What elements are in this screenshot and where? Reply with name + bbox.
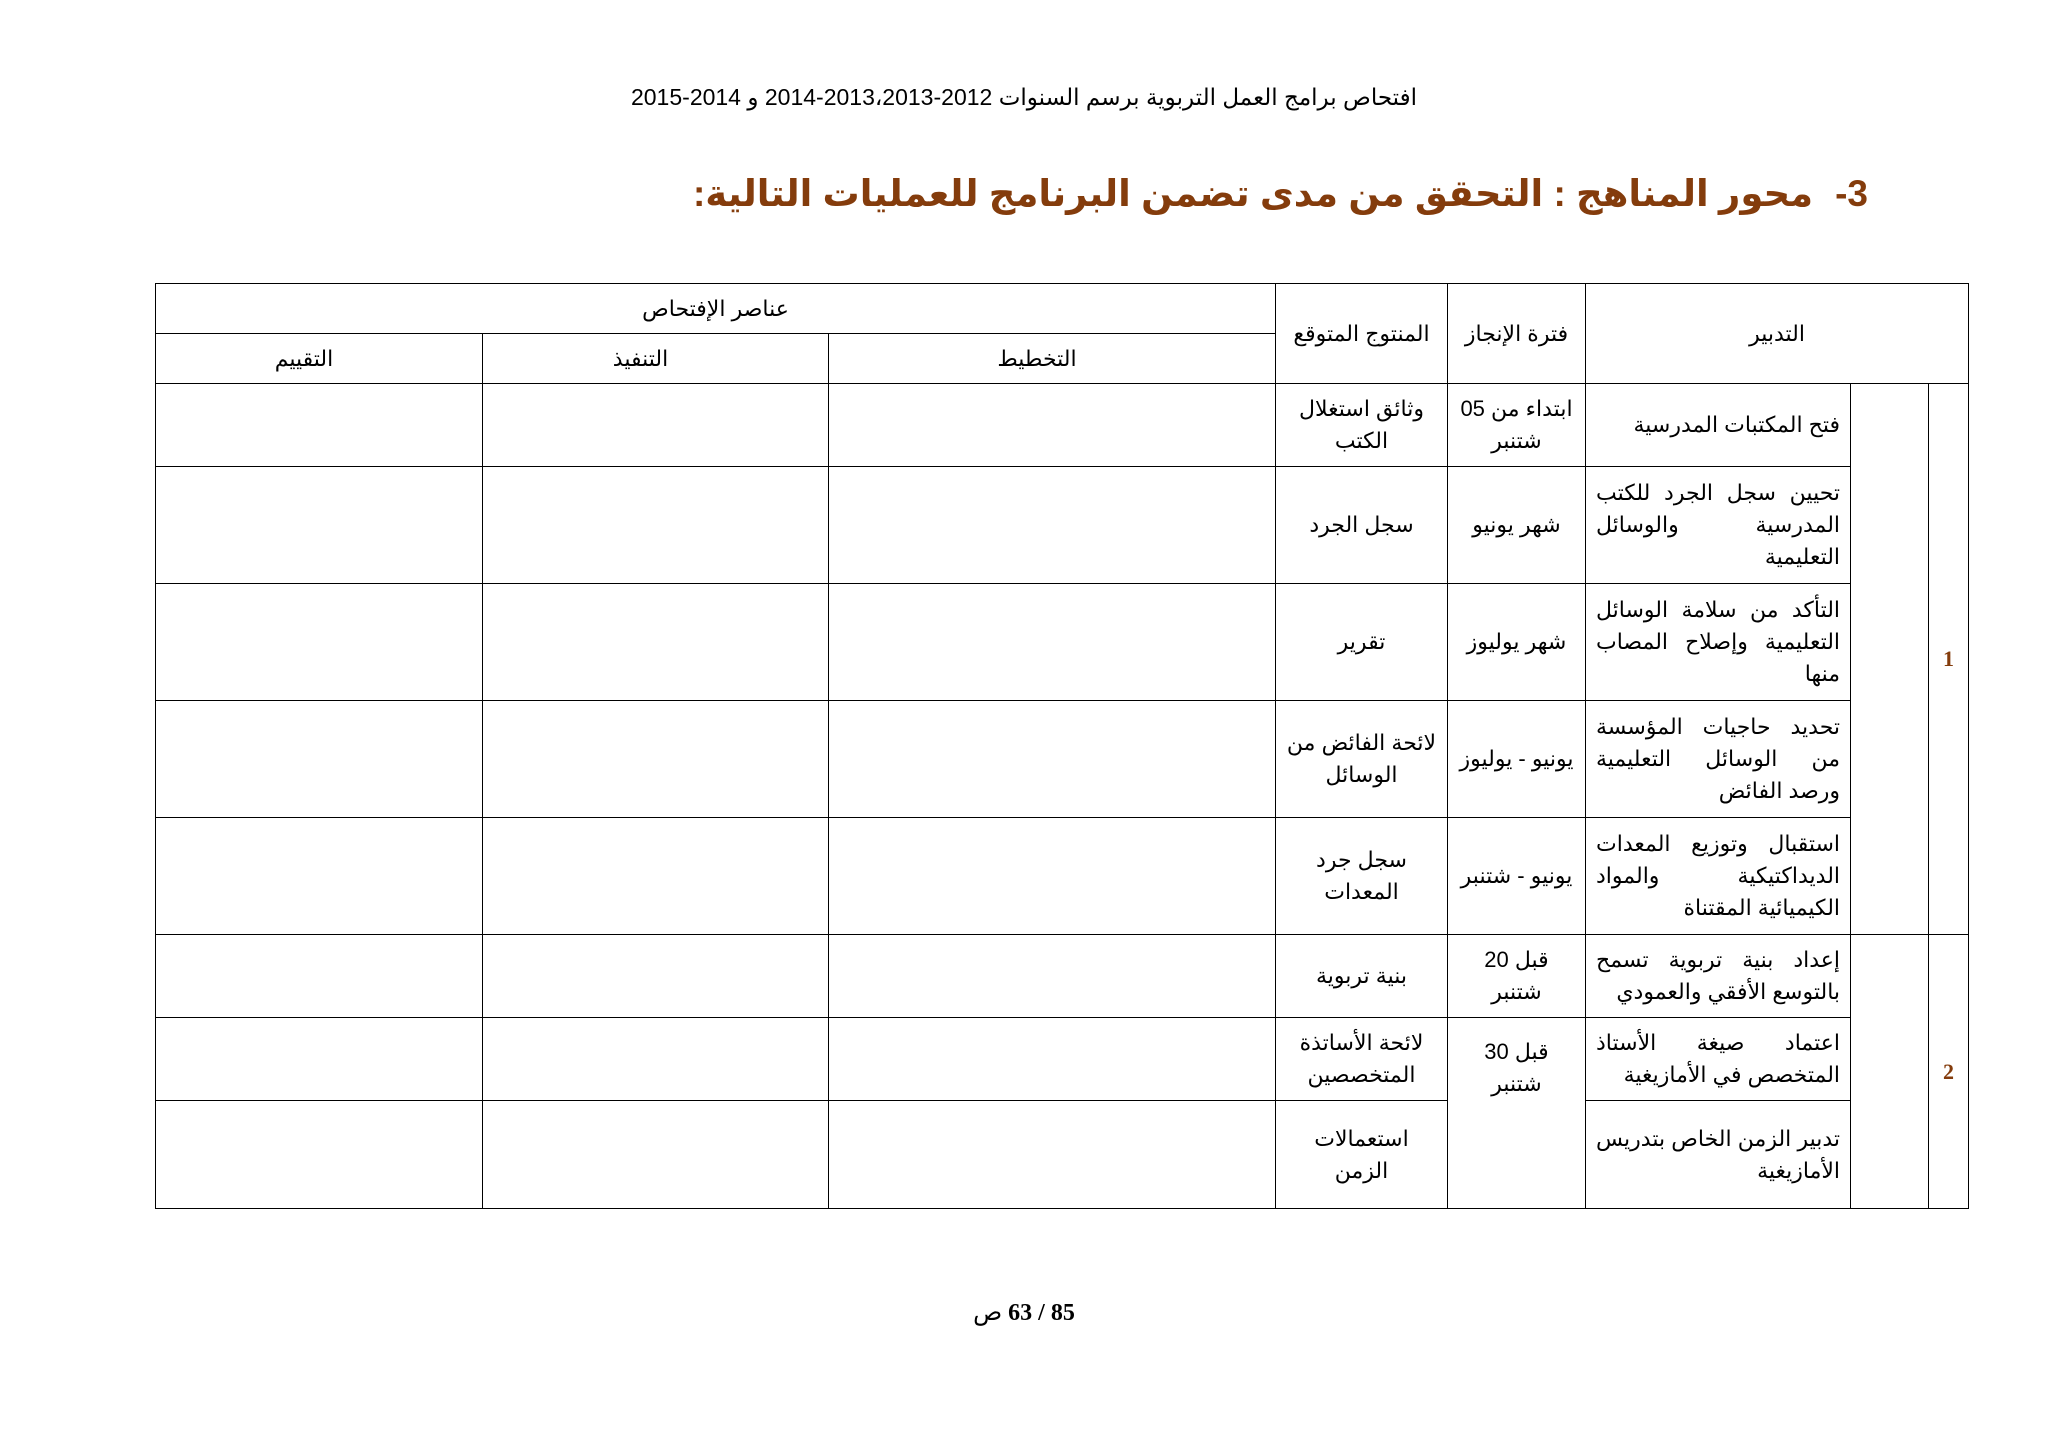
page-separator: /: [1038, 1300, 1045, 1326]
planning-cell: [829, 701, 1276, 818]
evaluation-cell: [156, 384, 483, 467]
product-cell: لائحة الفائض من الوسائل: [1276, 701, 1448, 818]
planning-cell: [829, 584, 1276, 701]
execution-cell: [483, 701, 829, 818]
action-cell: إعداد بنية تربوية تسمح بالتوسع الأفقي والعمودي: [1586, 935, 1851, 1018]
action-cell: استقبال وتوزيع المعدات الديداكتيكية والمواد الكيميائية المقتناة: [1586, 818, 1851, 935]
header-evaluation: التقييم: [156, 334, 483, 384]
table-row: [156, 701, 1969, 818]
evaluation-cell: [156, 935, 483, 1018]
table-row: [156, 467, 1969, 584]
evaluation-cell: [156, 701, 483, 818]
evaluation-cell: [156, 584, 483, 701]
action-cell: تحديد حاجيات المؤسسة من الوسائل التعليمية ورصد الفائض: [1586, 701, 1851, 818]
planning-cell: [829, 1018, 1276, 1101]
period-cell: قبل 30 شتنبر: [1448, 1018, 1586, 1209]
period-cell: قبل 20 شتنبر: [1448, 935, 1586, 1018]
group-index-2: 2: [1929, 935, 1969, 1209]
table-row: [156, 1018, 1969, 1101]
section-number: 3-: [1835, 173, 1868, 214]
execution-cell: [483, 1101, 829, 1209]
document-header: افتحاص برامج العمل التربوية برسم السنوات 2012-2013،2013-2014 و 2014-2015: [630, 84, 1418, 110]
header-audit-elements: عناصر الإفتحاص: [156, 284, 1276, 334]
table-row: [156, 818, 1969, 935]
planning-cell: [829, 467, 1276, 584]
period-cell: شهر يونيو: [1448, 467, 1586, 584]
action-cell: تحيين سجل الجرد للكتب المدرسية والوسائل التعليمية: [1586, 467, 1851, 584]
execution-cell: [483, 1018, 829, 1101]
period-cell: شهر يوليوز: [1448, 584, 1586, 701]
header-execution: التنفيذ: [483, 334, 829, 384]
table-row: [156, 935, 1969, 1018]
execution-cell: [483, 384, 829, 467]
execution-cell: [483, 584, 829, 701]
product-cell: سجل جرد المعدات: [1276, 818, 1448, 935]
header-row-1: [156, 284, 1969, 334]
action-cell: التأكد من سلامة الوسائل التعليمية وإصلاح المصاب منها: [1586, 584, 1851, 701]
period-cell: يونيو - شتنبر: [1448, 818, 1586, 935]
header-period: فترة الإنجاز: [1448, 284, 1586, 384]
header-action: التدبير: [1586, 284, 1969, 384]
product-cell: سجل الجرد: [1276, 467, 1448, 584]
audit-table: [155, 283, 1969, 1209]
planning-cell: [829, 935, 1276, 1018]
evaluation-cell: [156, 467, 483, 584]
table-row: [156, 384, 1969, 467]
evaluation-cell: [156, 818, 483, 935]
planning-cell: [829, 384, 1276, 467]
table-row: [156, 584, 1969, 701]
planning-cell: [829, 1101, 1276, 1209]
execution-cell: [483, 818, 829, 935]
period-cell: ابتداء من 05 شتنبر: [1448, 384, 1586, 467]
group-label-1: [1851, 384, 1929, 935]
product-cell: وثائق استغلال الكتب: [1276, 384, 1448, 467]
header-product: المنتوج المتوقع: [1276, 284, 1448, 384]
group-label-2: [1851, 935, 1929, 1209]
action-cell: اعتماد صيغة الأستاذ المتخصص في الأمازيغية: [1586, 1018, 1851, 1101]
section-heading: [693, 172, 1868, 215]
action-cell: فتح المكتبات المدرسية: [1586, 384, 1851, 467]
planning-cell: [829, 818, 1276, 935]
section-title-text: محور المناهج : التحقق من مدى تضمن البرنامج للعمليات التالية:: [692, 173, 1814, 214]
period-cell: يونيو - يوليوز: [1448, 701, 1586, 818]
table-row: [156, 1101, 1969, 1209]
product-cell: استعمالات الزمن: [1276, 1101, 1448, 1209]
page-number: [0, 1298, 2048, 1327]
product-cell: تقرير: [1276, 584, 1448, 701]
evaluation-cell: [156, 1018, 483, 1101]
execution-cell: [483, 935, 829, 1018]
product-cell: لائحة الأساتذة المتخصصين: [1276, 1018, 1448, 1101]
product-cell: بنية تربوية: [1276, 935, 1448, 1018]
page-suffix: ص: [973, 1300, 1003, 1326]
execution-cell: [483, 467, 829, 584]
page-total: 85: [1050, 1300, 1075, 1326]
page-current: 63: [1008, 1300, 1033, 1326]
header-planning: التخطيط: [829, 334, 1276, 384]
group-index-1: 1: [1929, 384, 1969, 935]
action-cell: تدبير الزمن الخاص بتدريس الأمازيغية: [1586, 1101, 1851, 1209]
evaluation-cell: [156, 1101, 483, 1209]
